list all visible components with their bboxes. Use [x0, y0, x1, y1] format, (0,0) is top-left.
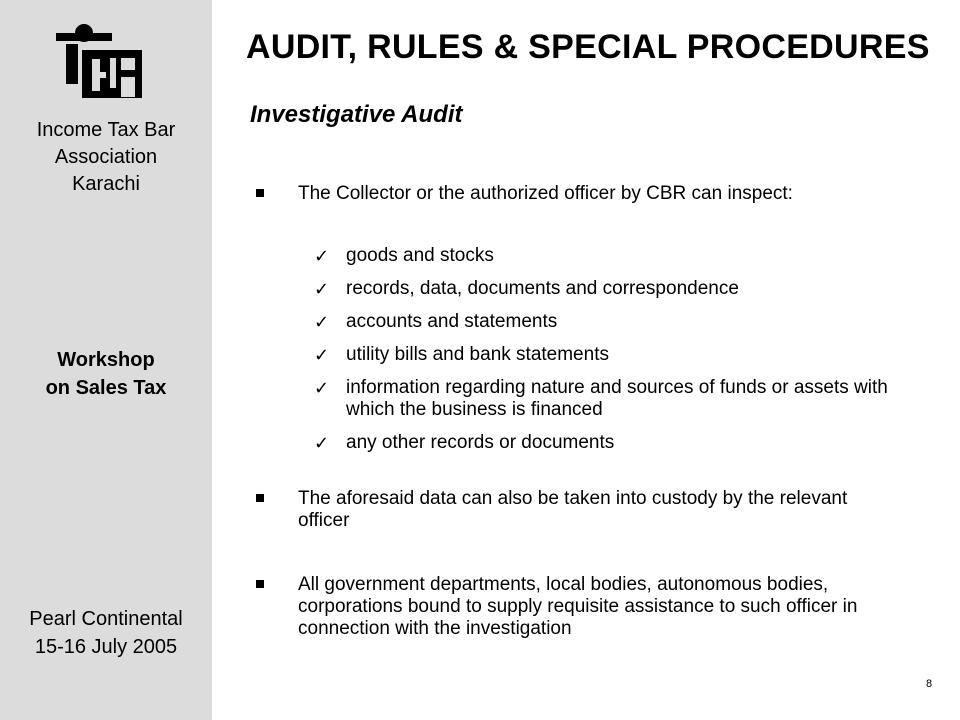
organization-line: Association	[54, 146, 158, 168]
checklist-text: goods and stocks	[346, 245, 494, 266]
checkmark-icon: ✓	[314, 345, 330, 365]
checkmark-icon: ✓	[314, 312, 330, 332]
slide-title: AUDIT, RULES & SPECIAL PROCEDURES	[246, 28, 930, 66]
bullet-item	[256, 488, 896, 532]
event-venue: Pearl Continental	[29, 608, 183, 630]
bullet-item	[256, 574, 896, 640]
checklist-text: utility bills and bank statements	[346, 344, 609, 365]
event-date: 15-16 July 2005	[34, 636, 178, 658]
workshop-title	[0, 346, 212, 402]
checklist-text: records, data, documents and correspondence	[346, 278, 739, 299]
checklist-item	[314, 278, 894, 300]
sidebar	[0, 0, 212, 720]
organization-line: Income Tax Bar	[36, 119, 176, 141]
checklist-item	[314, 432, 894, 454]
inspection-checklist	[314, 245, 894, 465]
organization-name	[0, 117, 212, 198]
checkmark-icon: ✓	[314, 433, 330, 453]
bullet-text: The Collector or the authorized officer by CBR can inspect:	[298, 183, 793, 204]
checklist-text: accounts and statements	[346, 311, 558, 332]
bullet-item	[256, 183, 896, 205]
organization-line: Karachi	[72, 173, 140, 195]
page-number: 8	[926, 678, 933, 690]
event-details	[0, 605, 212, 661]
checklist-item	[314, 377, 894, 421]
checklist-item	[314, 245, 894, 267]
workshop-line: on Sales Tax	[45, 377, 167, 399]
checklist-text: any other records or documents	[346, 432, 615, 453]
slide-subtitle: Investigative Audit	[250, 101, 463, 128]
square-bullet-icon	[256, 494, 264, 502]
checklist-text: information regarding nature and sources of funds or assets with which the business is financed	[346, 377, 888, 420]
checkmark-icon: ✓	[314, 279, 330, 299]
bullet-text: All government departments, local bodies, autonomous bodies, corporations bound to supply requisite assistance to such officer in connection with the investigation	[298, 574, 858, 639]
square-bullet-icon	[256, 189, 264, 197]
checklist-item	[314, 311, 894, 333]
workshop-line: Workshop	[57, 349, 155, 371]
itba-logo-icon	[52, 22, 144, 102]
bullet-text: The aforesaid data can also be taken into custody by the relevant officer	[298, 488, 848, 531]
square-bullet-icon	[256, 580, 264, 588]
checklist-item	[314, 344, 894, 366]
checkmark-icon: ✓	[314, 378, 330, 398]
checkmark-icon: ✓	[314, 246, 330, 266]
